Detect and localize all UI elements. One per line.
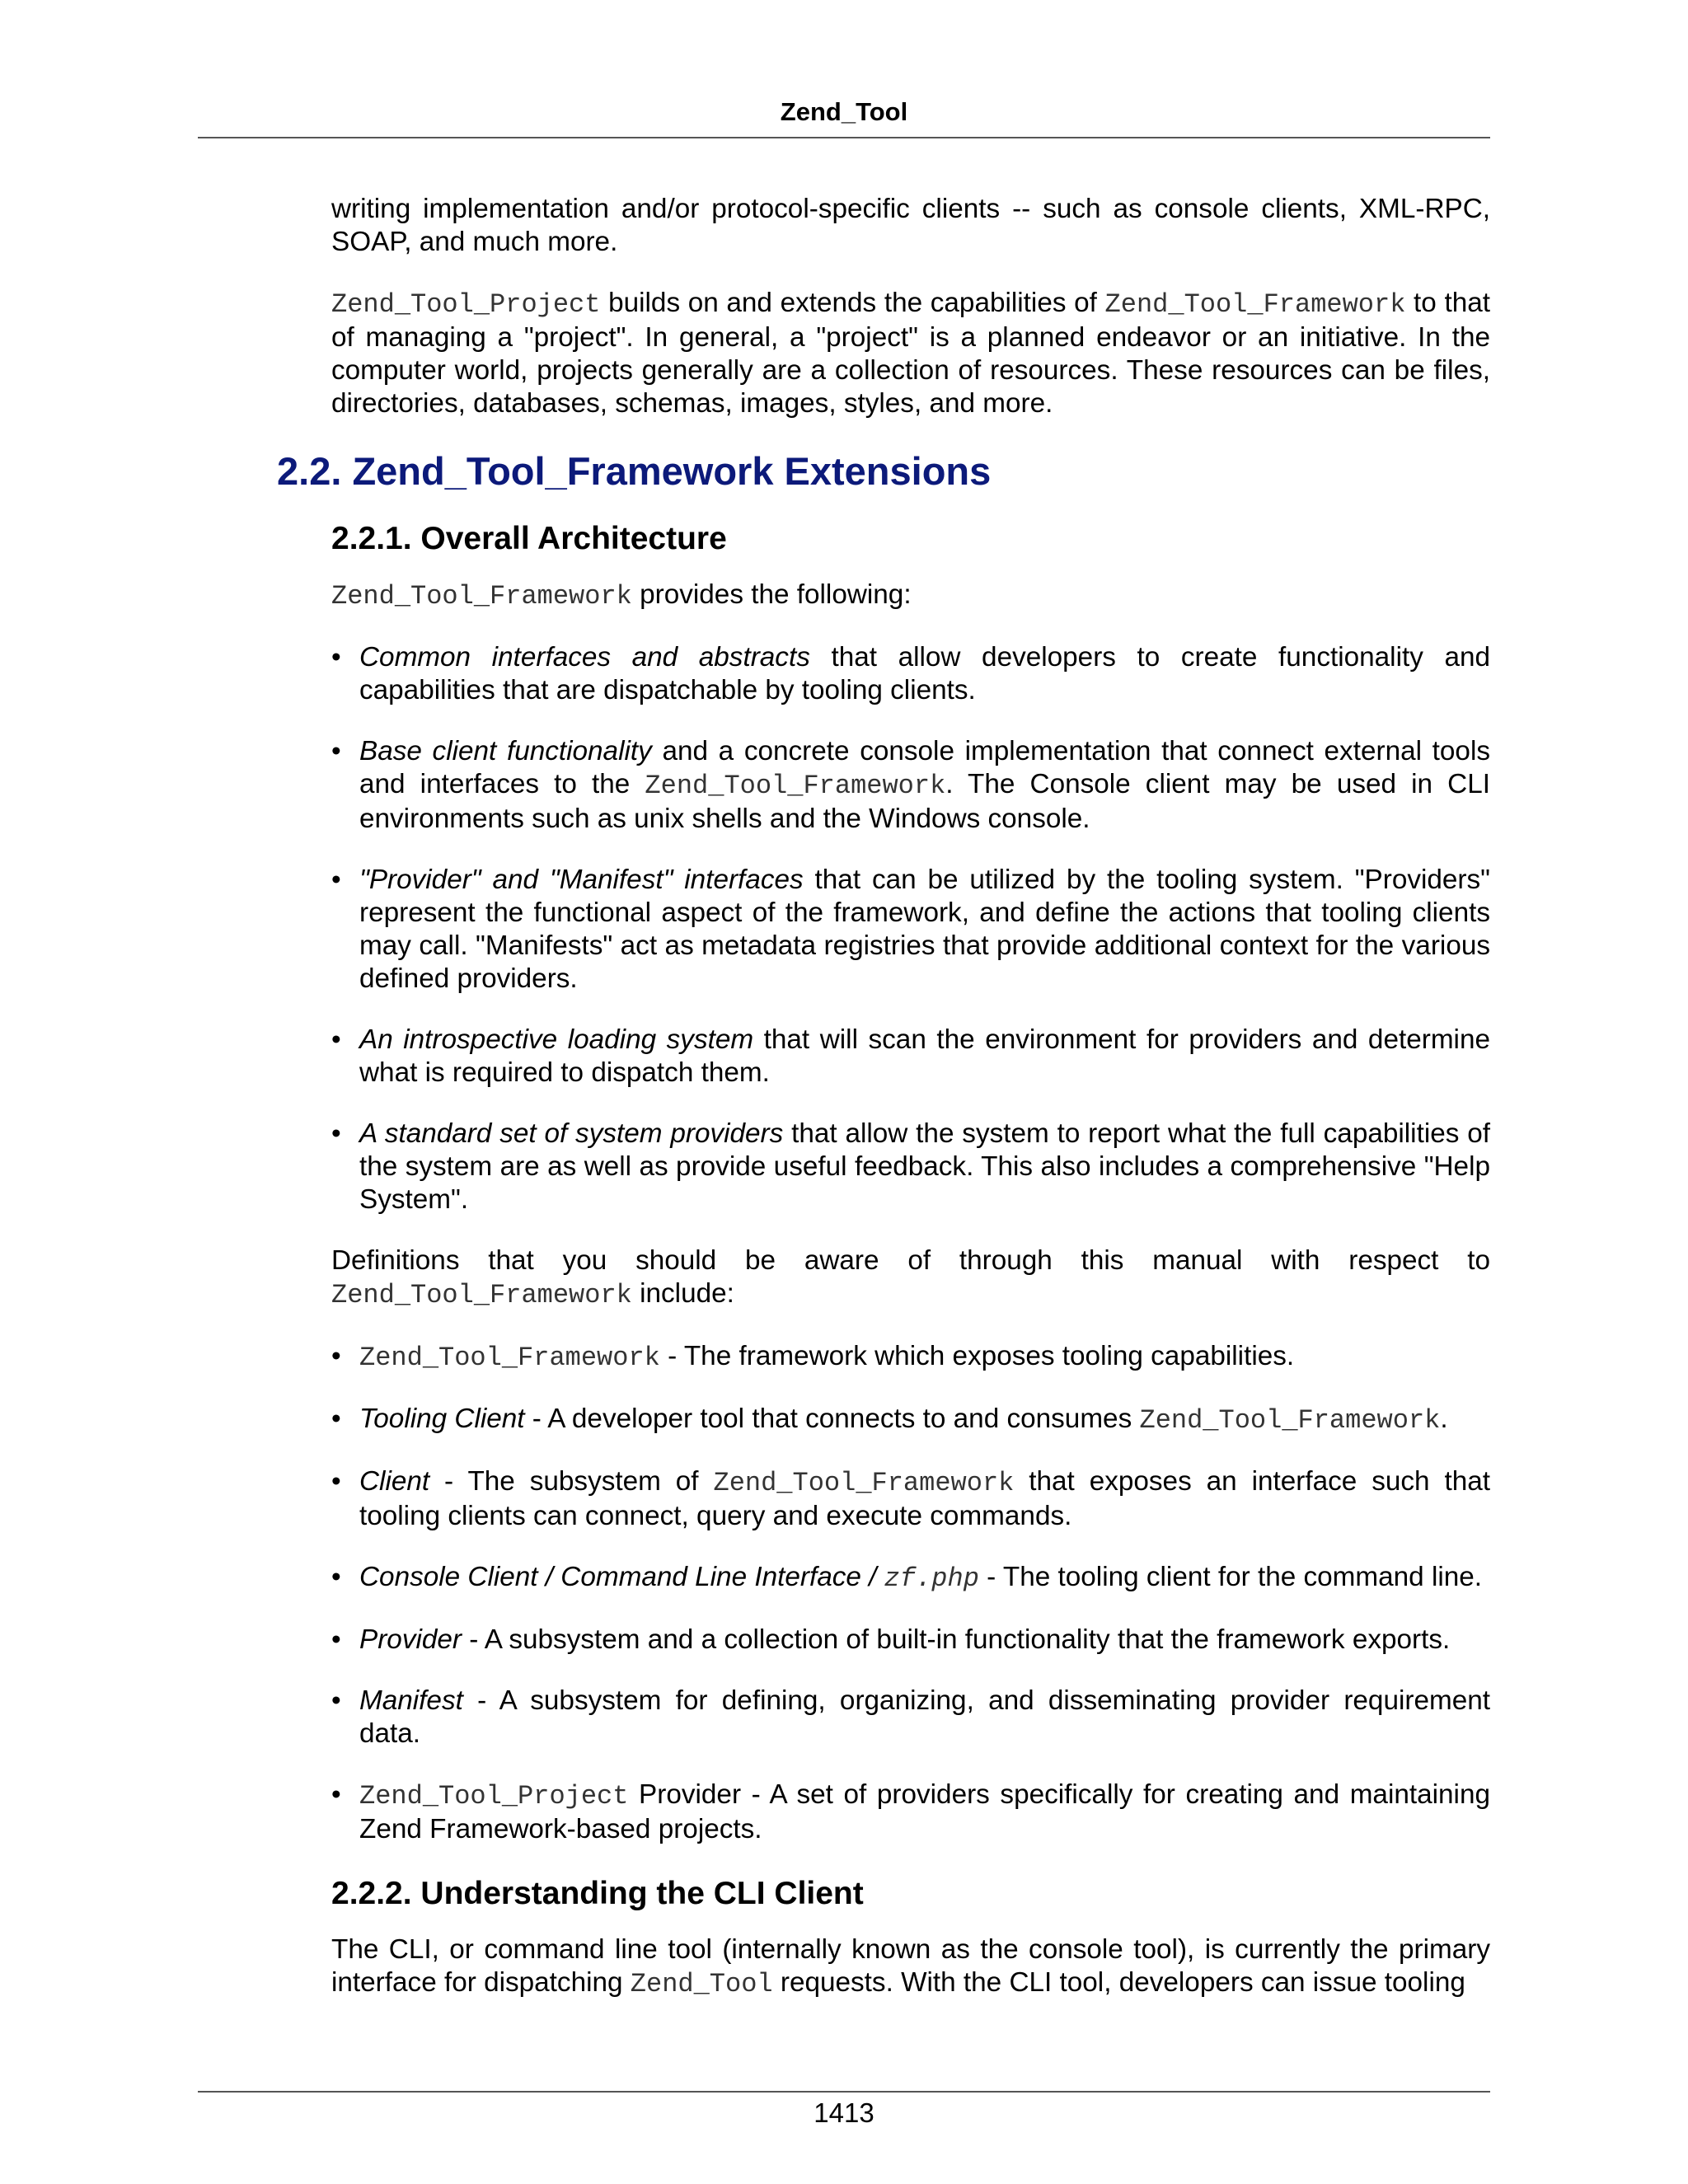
list-item: • An introspective loading system that will scan the environment for providers and determine what is required to dispatch them.	[331, 1024, 1490, 1090]
feature-list	[331, 641, 1490, 1216]
list-item: • Tooling Client - A developer tool that connects to and consumes Zend_Tool_Framework.	[331, 1403, 1490, 1437]
page-content	[277, 193, 1491, 2029]
list-item: • Zend_Tool_Framework - The framework which exposes tooling capabilities.	[331, 1340, 1490, 1375]
code-term: Zend_Tool_Framework	[1139, 1405, 1441, 1436]
intro-paragraph-2: Zend_Tool_Project builds on and extends the capabilities of Zend_Tool_Framework to that of managing a "project". In general, a "project" is a planned endeavor or an initiative. In the computer world, projects generally are a collection of resources. These resources can be files, directories, databases, schemas, images, styles, and more.	[331, 288, 1490, 419]
code-term: Zend_Tool_Framework	[713, 1468, 1015, 1498]
definitions-list	[331, 1340, 1490, 1846]
header-rule	[198, 137, 1490, 138]
subsection-heading-cli: 2.2.2. Understanding the CLI Client	[331, 1876, 864, 1911]
list-item: • Provider - A subsystem and a collection of built-in functionality that the framework exports.	[331, 1624, 1490, 1657]
list-item: • Console Client / Command Line Interface / zf.php - The tooling client for the command line.	[331, 1561, 1490, 1596]
list-item: • Client - The subsystem of Zend_Tool_Framework that exposes an interface such that tooling clients can connect, query and execute commands.	[331, 1465, 1490, 1533]
list-item: • Base client functionality and a concrete console implementation that connect external tools and interfaces to the Zend_Tool_Framework. The Console client may be used in CLI environments such as unix shells and the Windows console.	[331, 735, 1490, 836]
subsection-heading-architecture: 2.2.1. Overall Architecture	[331, 521, 727, 556]
code-term: Zend_Tool_Framework	[359, 1343, 660, 1373]
list-item: • Manifest - A subsystem for defining, organizing, and disseminating provider requirement data.	[331, 1685, 1490, 1750]
cli-paragraph: The CLI, or command line tool (internally known as the console tool), is currently the primary interface for dispatching Zend_Tool requests. With the CLI tool, developers can issue tooling	[331, 1934, 1490, 1999]
running-header: Zend_Tool	[780, 97, 908, 126]
section-heading: 2.2. Zend_Tool_Framework Extensions	[277, 449, 992, 493]
list-item: • A standard set of system providers that allow the system to report what the full capabilities of the system are as well as provide useful feedback. This also includes a comprehensive "Help System".	[331, 1118, 1490, 1216]
footer-rule	[198, 2091, 1490, 2093]
code-term: Zend_Tool_Framework	[331, 581, 632, 612]
code-term: Zend_Tool_Framework	[331, 1280, 632, 1310]
architecture-lead: Zend_Tool_Framework provides the following:	[331, 579, 912, 612]
code-term: Zend_Tool_Framework	[1104, 289, 1406, 320]
list-item: • Zend_Tool_Project Provider - A set of providers specifically for creating and maintaining Zend Framework-based projects.	[331, 1779, 1490, 1846]
code-term: Zend_Tool_Project	[331, 289, 601, 320]
code-term: zf.php	[884, 1563, 979, 1594]
code-term: Zend_Tool	[630, 1969, 773, 1999]
code-term: Zend_Tool_Project	[359, 1781, 629, 1811]
page-number: 1413	[814, 2097, 874, 2128]
list-item: • Common interfaces and abstracts that allow developers to create functionality and capabilities that are dispatchable by tooling clients.	[331, 641, 1490, 707]
code-term: Zend_Tool_Framework	[645, 771, 946, 801]
definitions-lead: Definitions that you should be aware of through this manual with respect to Zend_Tool_Framework include:	[331, 1245, 1490, 1310]
list-item: • "Provider" and "Manifest" interfaces that can be utilized by the tooling system. "Providers" represent the functional aspect of the framework, and define the actions that tooling clients may call. "Manifests" act as metadata registries that provide additional context for the various defined providers.	[331, 864, 1490, 996]
intro-paragraph-1: writing implementation and/or protocol-specific clients -- such as console clients, XML-RPC, SOAP, and much more.	[331, 194, 1490, 257]
